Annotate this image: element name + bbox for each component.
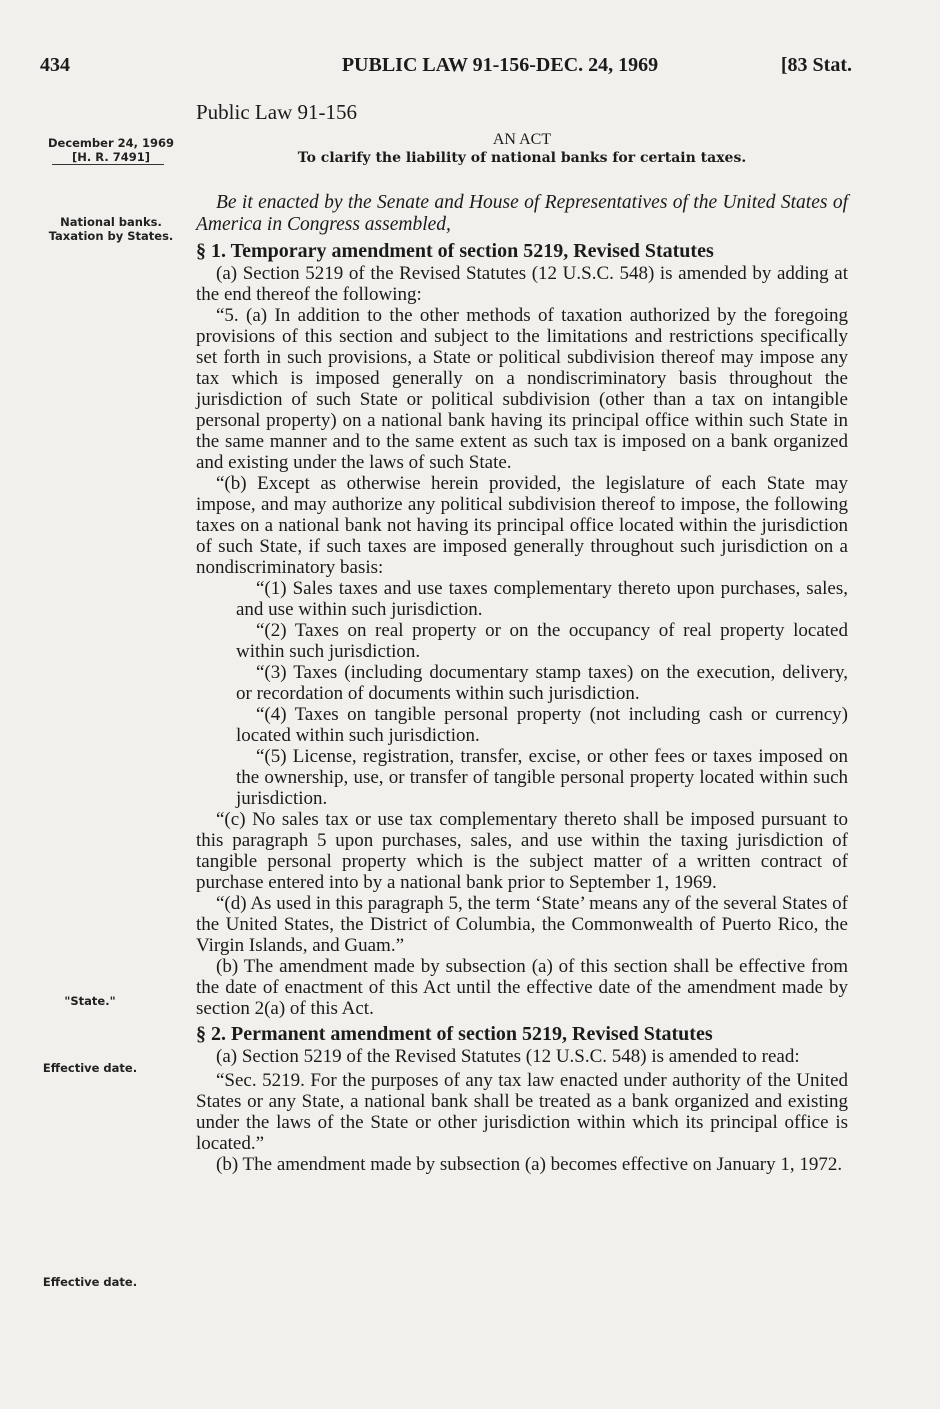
act-purpose: To clarify the liability of national banks for certain taxes. [297,150,747,166]
act-label: AN ACT [492,131,552,148]
list-item-1: “(1) Sales taxes and use taxes complementary thereto upon purchases, sales, and use within such jurisdiction. [236,578,848,620]
list-item-4: “(4) Taxes on tangible personal property (not including cash or currency) located within such jurisdiction. [236,704,848,746]
paragraph-5c: “(c) No sales tax or use tax complementary thereto shall be imposed pursuant to this paragraph 5 upon purchases, sales, and use within the taxing jurisdiction of tangible personal property which is the subject matter of a written contract of purchase entered into by a national bank prior to September 1, 1969. [196,809,848,893]
section-2-a-intro: (a) Section 5219 of the Revised Statutes (12 U.S.C. 548) is amended to read: [216,1046,800,1067]
paragraph-5d: “(d) As used in this paragraph 5, the term ‘State’ means any of the several States of the United States, the District of Columbia, the Commonwealth of Puerto Rico, the Virgin Islands, and Guam.” [196,893,848,956]
statute-body [196,192,848,1175]
section-2-heading: § 2. Permanent amendment of section 5219, Revised Statutes [196,1023,713,1045]
list-item-5: “(5) License, registration, transfer, excise, or other fees or taxes imposed on the ownership, use, or transfer of tangible personal property located within such jurisdiction. [236,746,848,809]
law-title: Public Law 91-156 [196,100,357,124]
enacting-clause: Be it enacted by the Senate and House of Representatives of the United States of America in Congress assembled, [196,192,848,235]
running-header [40,54,852,84]
section-1-heading: § 1. Temporary amendment of section 5219, Revised Statutes [196,240,714,262]
section-2-b: (b) The amendment made by subsection (a) becomes effective on January 1, 1972. [216,1154,843,1175]
section-2-quote: “Sec. 5219. For the purposes of any tax law enacted under authority of the United States or any State, a national bank shall be treated as a bank organized and existing under the laws of the State or other jurisdiction within which its principal office is located.” [196,1070,848,1154]
margin-note-state: "State." [64,994,116,1008]
margin-note-effective-date-1: Effective date. [42,1061,138,1075]
list-item-2: “(2) Taxes on real property or on the occupancy of real property located within such jurisdiction. [236,620,848,662]
paragraph-5a: “5. (a) In addition to the other methods of taxation authorized by the foregoing provisions of this section and subject to the limitations and restrictions specifically set forth in such provisions, a State or political subdivision thereof may impose any tax which is imposed generally on a nondiscriminatory basis throughout the jurisdiction of such State or political subdivision (other than a tax on intangible personal property) on a national bank having its principal office within such State in the same manner and to the same extent as such tax is imposed on a bank organized and existing under the laws of such State. [196,305,848,473]
paragraph-5b: “(b) Except as otherwise herein provided, the legislature of each State may impose, and may authorize any political subdivision thereof to impose, the following taxes on a national bank not having its principal office located within the jurisdiction of such State, if such taxes are imposed generally throughout such jurisdiction on a nondiscriminatory basis: [196,473,848,578]
margin-note-taxation: Taxation by States. [48,229,174,243]
margin-note-effective-date-2: Effective date. [42,1275,138,1289]
list-item-3: “(3) Taxes (including documentary stamp taxes) on the execution, delivery, or recordation of documents within such jurisdiction. [236,662,848,704]
margin-rule [52,164,164,165]
page-number: 434 [40,54,70,76]
statute-reference: [83 Stat. [780,54,852,76]
margin-note-national-banks: National banks. [60,215,162,229]
margin-note-subject [40,215,182,243]
running-title: PUBLIC LAW 91-156-DEC. 24, 1969 [341,54,659,76]
enactment-date: December 24, 1969 [47,136,175,150]
bill-number: [H. R. 7491] [72,150,150,164]
section-1-b: (b) The amendment made by subsection (a) of this section shall be effective from the date of enactment of this Act until the effective date of the amendment made by section 2(a) of this Act. [196,956,848,1019]
section-1-a-intro: (a) Section 5219 of the Revised Statutes (12 U.S.C. 548) is amended by adding at the end thereof the following: [196,263,848,305]
margin-note-date [40,136,182,164]
